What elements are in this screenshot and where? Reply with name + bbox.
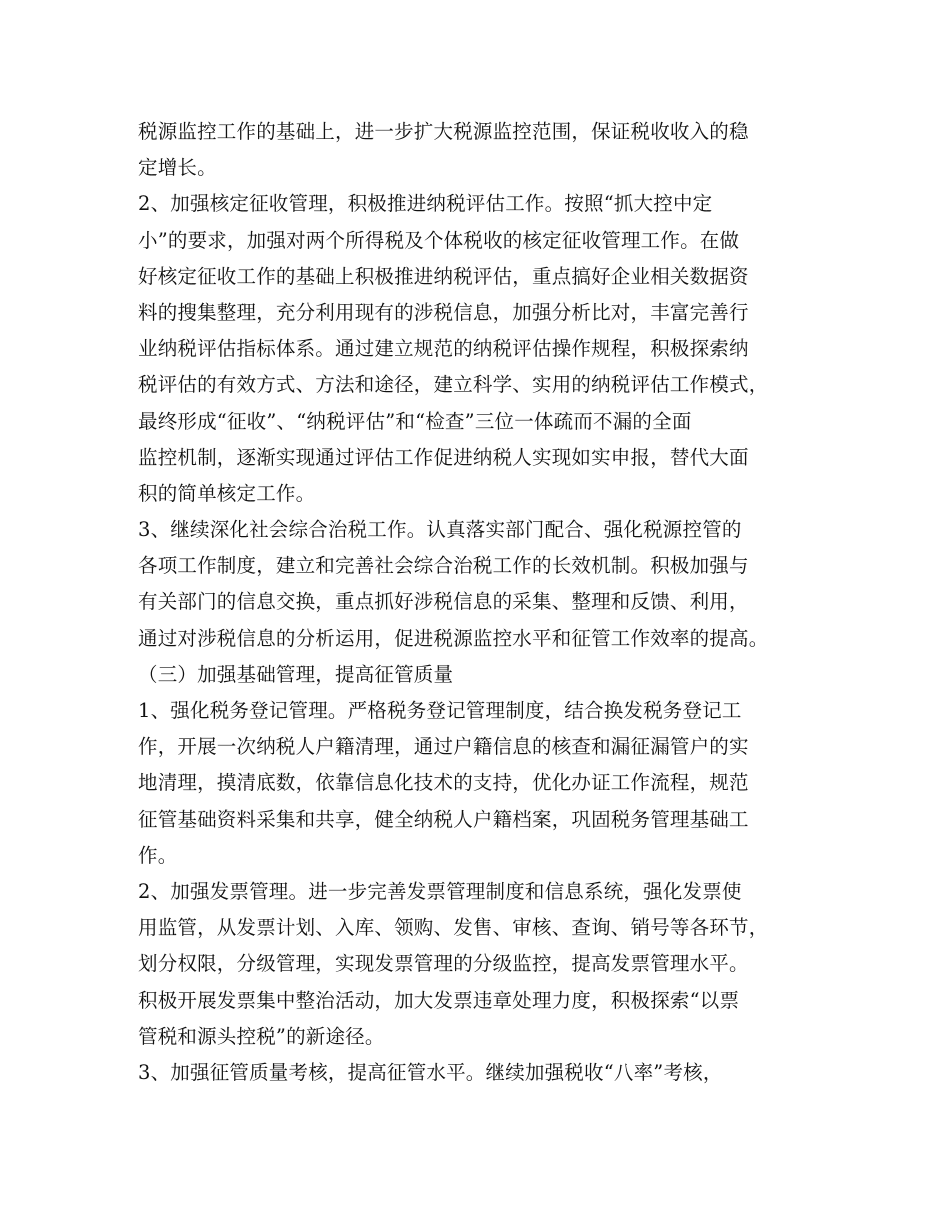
text-line: 作，开展一次纳税人户籍清理，通过户籍信息的核查和漏征漏管户的实: [138, 735, 749, 759]
text-line: 3、继续深化社会综合治税工作。认真落实部门配合、强化税源控管的: [138, 518, 742, 542]
text-line: 各项工作制度，建立和完善社会综合治税工作的长效机制。积极加强与: [138, 554, 749, 578]
text-line: 管税和源头控税”的新途径。: [138, 1024, 385, 1048]
text-line: 业纳税评估指标体系。通过建立规范的纳税评估操作规程，积极探索纳: [138, 337, 749, 361]
text-line: 2、加强核定征收管理，积极推进纳税评估工作。按照“抓大控中定: [138, 192, 713, 216]
text-line: 2、加强发票管理。进一步完善发票管理制度和信息系统，强化发票使: [138, 879, 742, 903]
text-line: 划分权限，分级管理，实现发票管理的分级监控，提高发票管理水平。: [138, 952, 749, 976]
text-line: 小”的要求，加强对两个所得税及个体税收的核定征收管理工作。在做: [138, 228, 740, 252]
text-line: 监控机制，逐渐实现通过评估工作促进纳税人实现如实申报，替代大面: [138, 445, 749, 469]
text-line: 好核定征收工作的基础上积极推进纳税评估，重点搞好企业相关数据资: [138, 264, 749, 288]
text-line: 最终形成“征收”、“纳税评估”和“检查”三位一体疏而不漏的全面: [138, 409, 692, 433]
text-line: 有关部门的信息交换，重点抓好涉税信息的采集、整理和反馈、利用，: [138, 590, 749, 614]
text-line: 3、加强征管质量考核，提高征管水平。继续加强税收“八率”考核，: [138, 1060, 723, 1084]
text-line: 征管基础资料采集和共享，健全纳税人户籍档案，巩固税务管理基础工: [138, 807, 749, 831]
text-line: 地清理，摸清底数，依靠信息化技术的支持，优化办证工作流程，规范: [138, 771, 749, 795]
text-line: 积的简单核定工作。: [138, 481, 316, 505]
text-line: 税评估的有效方式、方法和途径，建立科学、实用的纳税评估工作模式，: [138, 373, 769, 397]
text-line: 1、强化税务登记管理。严格税务登记管理制度，结合换发税务登记工: [138, 699, 742, 722]
text-line: 定增长。: [138, 156, 217, 180]
text-line: 通过对涉税信息的分析运用，促进税源监控水平和征管工作效率的提高。: [138, 626, 769, 650]
text-line: 税源监控工作的基础上，进一步扩大税源监控范围，保证税收收入的稳: [138, 120, 749, 143]
section-heading: （三）加强基础管理，提高征管质量: [138, 662, 454, 686]
document-body: [138, 114, 838, 1091]
text-line: 积极开展发票集中整治活动，加大发票违章处理力度，积极探索“以票: [138, 988, 740, 1012]
text-line: 作。: [138, 843, 178, 867]
text-line: 用监管，从发票计划、入库、领购、发售、审核、查询、销号等各环节，: [138, 916, 769, 940]
text-line: 料的搜集整理，充分利用现有的涉税信息，加强分析比对，丰富完善行: [138, 300, 749, 324]
